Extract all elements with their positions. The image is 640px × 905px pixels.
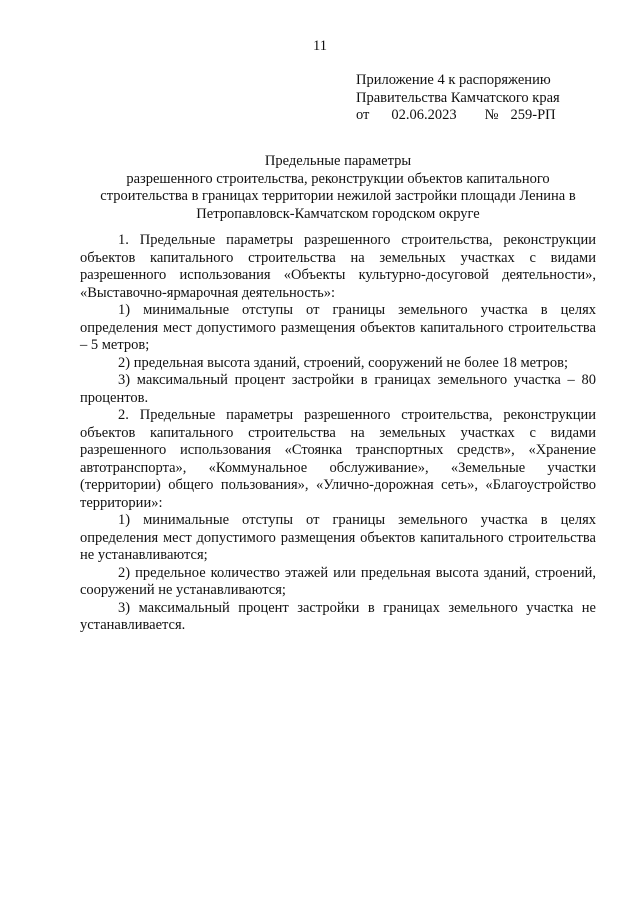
appendix-date-prefix: от [356, 107, 370, 123]
appendix-date: 02.06.2023 [391, 107, 457, 123]
paragraph-item-2-1: 1) минимальные отступы от границы земельного участка в целях определения мест допустимого размещения объектов капитального строительства не устанавливаются; [80, 512, 596, 563]
page-number: 11 [313, 38, 327, 54]
paragraph-item-1-2: 2) предельная высота зданий, строений, сооружений не более 18 метров; [118, 354, 569, 371]
paragraph-item-1-3: 3) максимальный процент застройки в границах земельного участка – 80 процентов. [80, 372, 596, 406]
appendix-line-1: Приложение 4 к распоряжению [356, 72, 551, 88]
title-line-3: строительства в границах территории нежилой застройки площади Ленина в [100, 188, 576, 204]
paragraph-item-1-1: 1) минимальные отступы от границы земельного участка в целях определения мест допустимого размещения объектов капитального строительства – 5 метров; [80, 302, 596, 353]
paragraph-item-2-2: 2) предельное количество этажей или предельная высота зданий, строений, сооружений не устанавливаются; [80, 564, 596, 598]
title-line-4: Петропавловск-Камчатском городском округе [196, 205, 480, 222]
title-line-2: разрешенного строительства, реконструкции объектов капитального [126, 170, 550, 187]
document-title [80, 153, 596, 223]
appendix-date-row [356, 107, 626, 125]
appendix-header [356, 72, 626, 125]
paragraph-item-2-3: 3) максимальный процент застройки в границах земельного участка не устанавливается. [80, 599, 596, 633]
appendix-line-2: Правительства Камчатского края [356, 89, 560, 106]
paragraph-section-1: 1. Предельные параметры разрешенного строительства, реконструкции объектов капитального строительства на земельных участках с видами разрешенного использования «Объекты культурно-досуговой деятельности», «Выставочно-ярмарочная деятельность»: [80, 232, 596, 301]
appendix-number: 259-РП [510, 107, 556, 123]
appendix-number-sign: № [484, 107, 499, 123]
title-line-1: Предельные параметры [264, 153, 412, 169]
document-body [80, 232, 596, 635]
paragraph-section-2: 2. Предельные параметры разрешенного строительства, реконструкции объектов капитального строительства на земельных участках с видами разрешенного использования «Стоянка транспортных средств», «Хранение автотранспорта», «Коммунальное обслуживание», «Земельные участки (территории) общего пользования», «Улично-дорожная сеть», «Благоустройство территории»: [80, 407, 596, 511]
